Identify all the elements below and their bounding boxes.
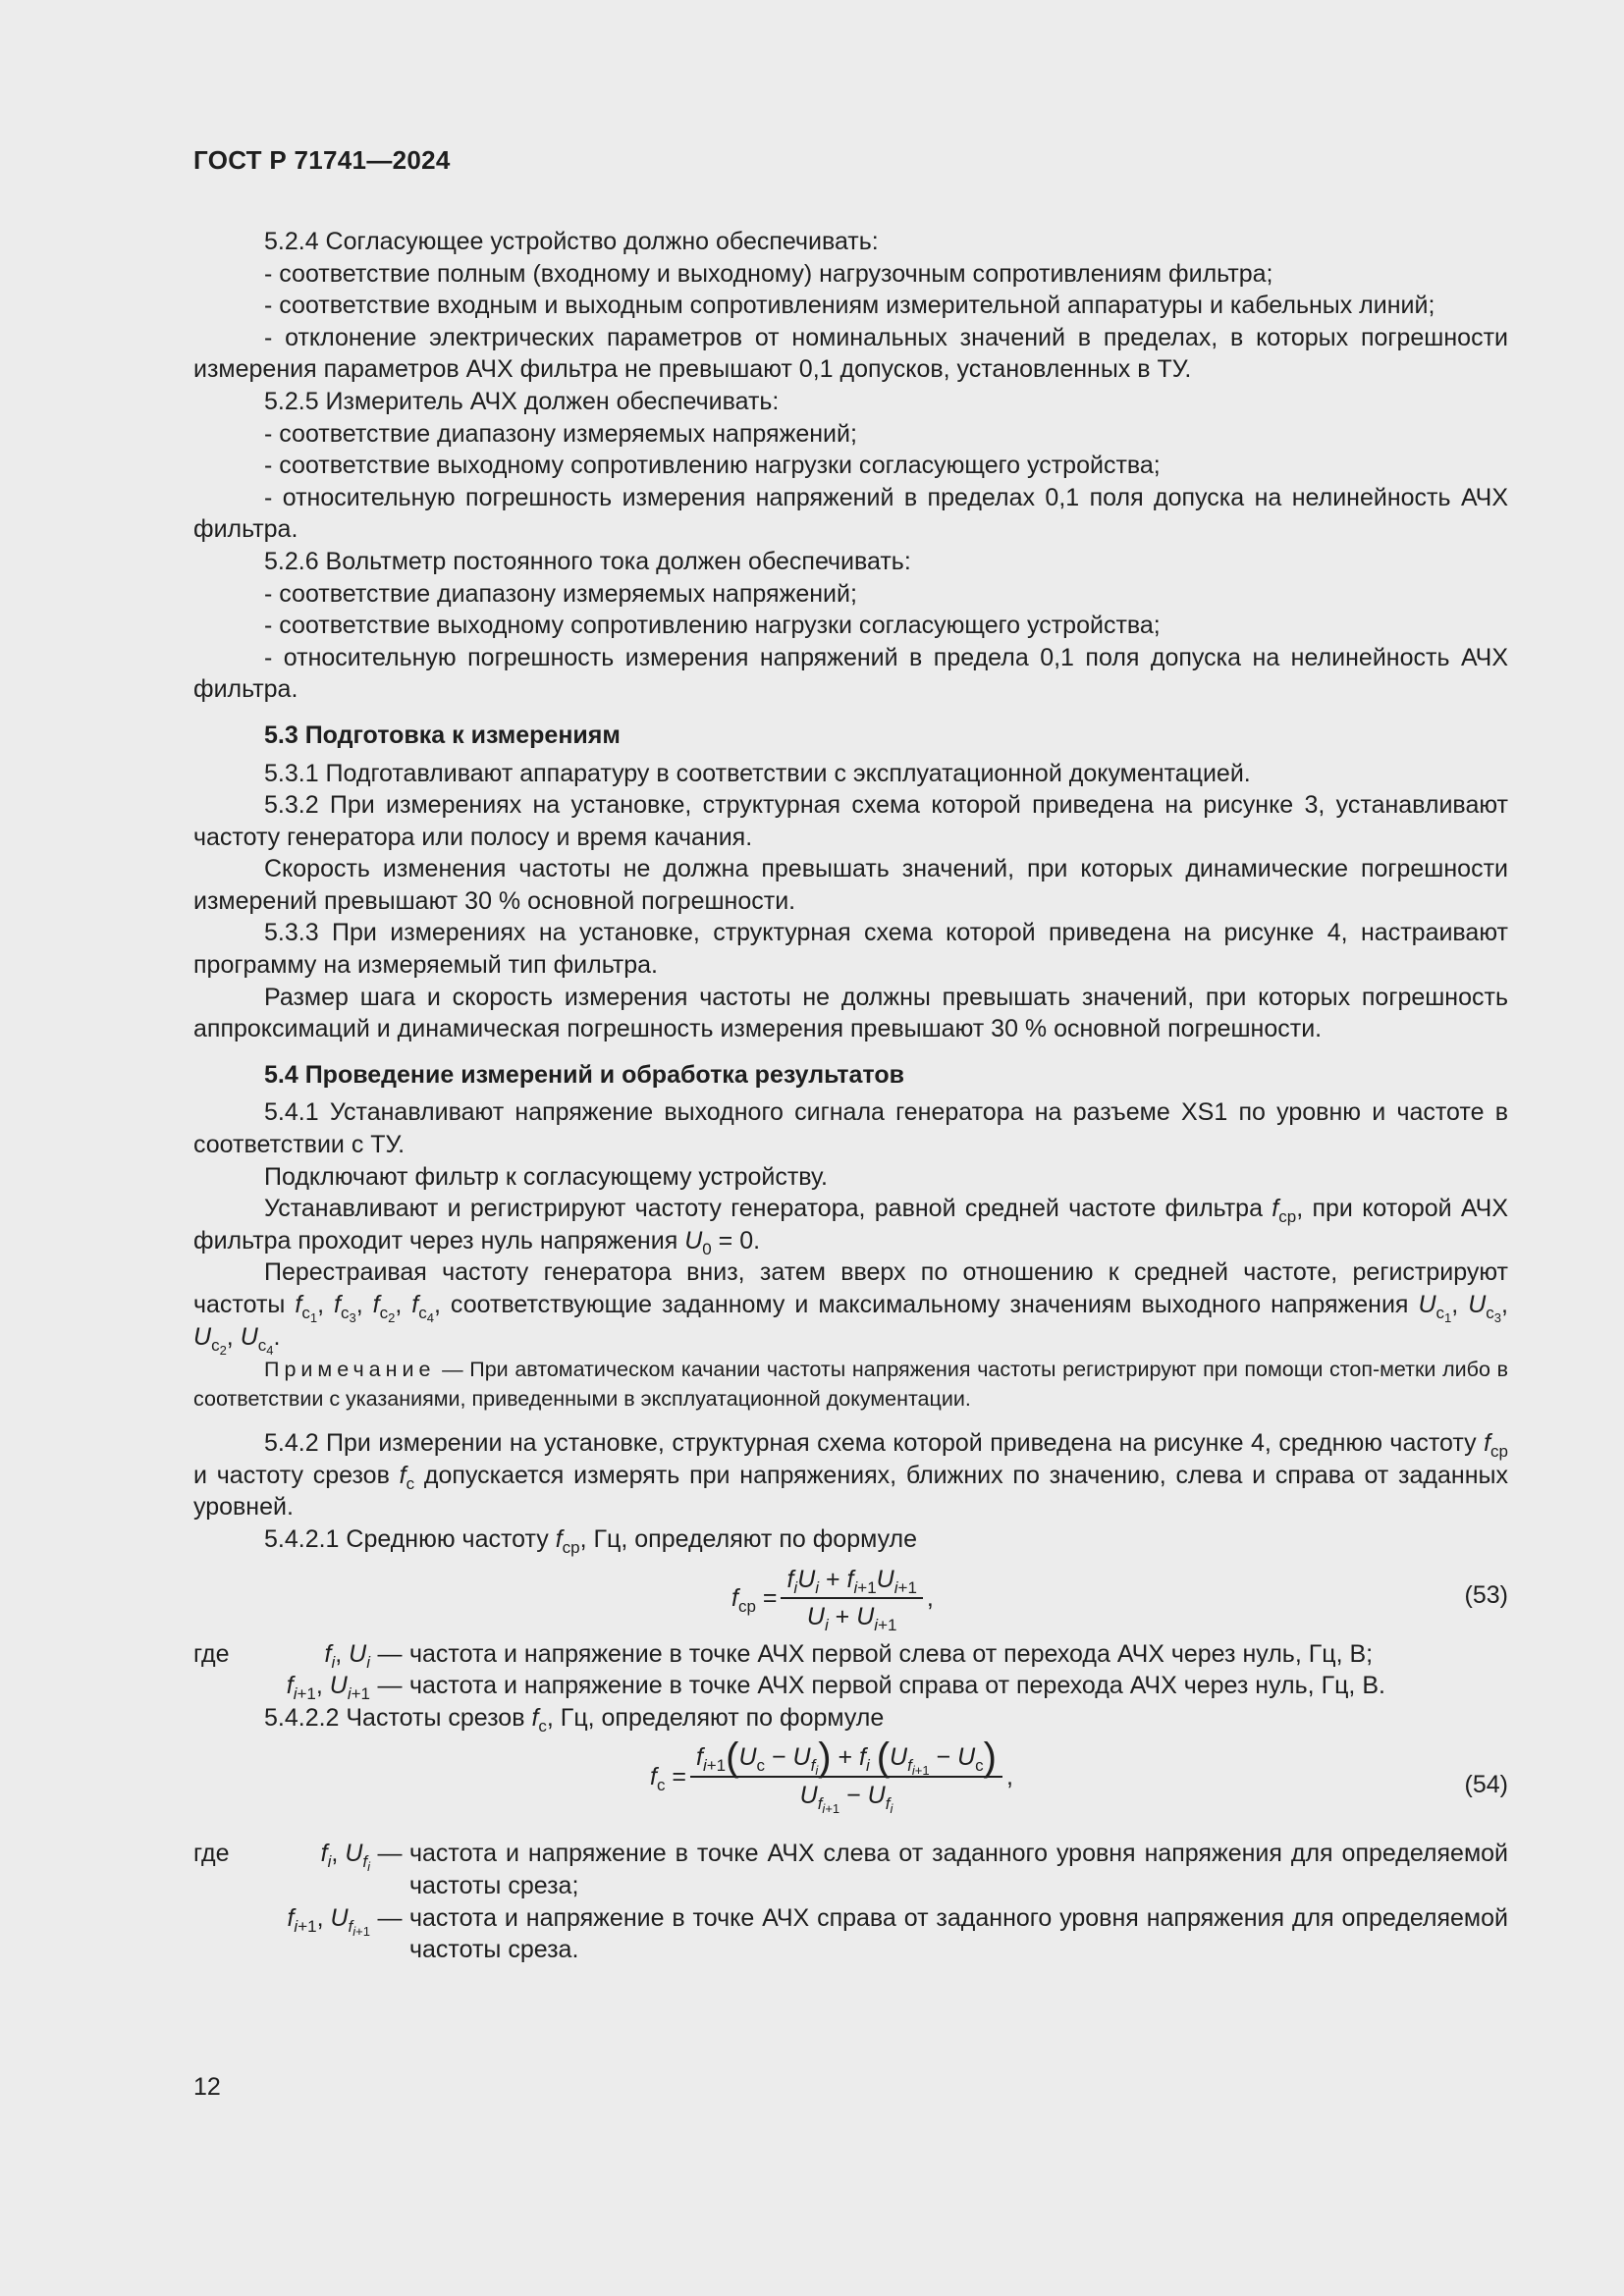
equation-number: (53) (1464, 1580, 1508, 1609)
paragraph: 5.3.2 При измерениях на установке, структурная схема которой приведена на рисунке 3, устанавливают частоту генератора или полосу и время качания. (193, 791, 1508, 851)
paragraph: 5.4.1 Устанавливают напряжение выходного сигнала генератора на разъеме XS1 по уровню и частоте в соответствии с ТУ. (193, 1098, 1508, 1159)
section-5-4-heading: 5.4 Проведение измерений и обработка результатов (264, 1060, 904, 1089)
paragraph: Скорость изменения частоты не должна превышать значений, при которых динамические погрешности измерений превышают 30 % основной погрешности. (193, 855, 1508, 915)
where-row: $f_{i+1}$, $U_{i+1}$ — частота и напряжение в точке АЧХ первой справа от перехода АЧХ через нуль, Гц, В. (286, 1672, 1385, 1704)
list-item: - соответствие диапазону измеряемых напряжений; (264, 419, 857, 448)
paragraph: 5.4.2.1 Среднюю частоту $f_{ср}$, Гц, определяют по формуле (264, 1524, 918, 1557)
list-item: - соответствие выходному сопротивлению нагрузки согласующего устройства; (264, 612, 1161, 640)
paragraph: Устанавливают и регистрируют частоту генератора, равной средней частоте фильтра $f_{ср}$, при которой АЧХ фильтра проходит через нуль напряжения $U_0 = 0$. (193, 1195, 1508, 1258)
document-body (193, 226, 1508, 1966)
paragraph: 5.4.2 При измерении на установке, структурная схема которой приведена на рисунке 4, среднюю частоту $f_{ср}$ и частоту срезов $f_с$ допускается измерять при напряжениях, ближних по значению, слева и справа от заданных уровней. (193, 1429, 1508, 1522)
paragraph: 5.4.2.2 Частоты срезов $f_с$, Гц, определяют по формуле (264, 1703, 885, 1735)
list-item: - отклонение электрических параметров от номинальных значений в пределах, в которых погрешности измерения параметров АЧХ фильтра не превышают 0,1 допусков, установленных в ТУ. (193, 323, 1508, 384)
page-number: 12 (193, 2073, 221, 2101)
paragraph: Перестраивая частоту генератора вниз, затем вверх по отношению к средней частоте, регистрируют частоты $f_{с_1}$, $f_{с_3}$, $f_{с_2}$, $f_{с_4}$, соответствующие заданному и максимальному значениям выходного напряжения $U_{с_1}$, $U_{с_3}$, $U_{с_2}$, $U_{с_4}$. (193, 1258, 1508, 1358)
where-row: $f_{i+1}$, $U_{f_{i+1}}$ — частота и напряжение в точке АЧХ справа от заданного уровня напряжения для определяемой частоты среза. (287, 1903, 1508, 1964)
section-5-2-5-title: 5.2.5 Измеритель АЧХ должен обеспечивать: (264, 387, 780, 415)
list-item: - соответствие входным и выходным сопротивлениям измерительной аппаратуры и кабельных линий; (264, 292, 1435, 320)
note: Примечание — При автоматическом качании частоты напряжения частоты регистрируют при помощи стоп-метки либо в соответствии с указаниями, приведенными в эксплуатационной документации. (193, 1358, 1508, 1412)
section-5-3-heading: 5.3 Подготовка к измерениям (264, 721, 621, 749)
paragraph: Размер шага и скорость измерения частоты не должны превышать значений, при которых погрешность аппроксимаций и динамическая погрешность измерения превышают 30 % основной погрешности. (193, 983, 1508, 1043)
formula-54: $f_с$ = $\frac{f_{i+1}(U_с - U_{f_i}) + f_i (U_{f_{i+1}} - U_с)}{U_{f_{i+1}} - U_{f_i}}$ , (54) (650, 1735, 1508, 1816)
paragraph: 5.3.3 При измерениях на установке, структурная схема которой приведена на рисунке 4, настраивают программу на измеряемый тип фильтра. (193, 919, 1508, 980)
where-row: где $f_i$, $U_{f_i}$ — частота и напряжение в точке АЧХ слева от заданного уровня напряжения для определяемой частоты среза; (193, 1840, 1508, 1899)
list-item: - соответствие диапазону измеряемых напряжений; (264, 579, 857, 608)
paragraph: 5.3.1 Подготавливают аппаратуру в соответствии с эксплуатационной документацией. (264, 759, 1251, 787)
list-item: - соответствие выходному сопротивлению нагрузки согласующего устройства; (264, 452, 1161, 480)
list-item: - относительную погрешность измерения напряжений в пределах 0,1 поля допуска на нелинейность АЧХ фильтра. (193, 483, 1508, 544)
list-item: - соответствие полным (входному и выходному) нагрузочным сопротивлениям фильтра; (264, 259, 1273, 288)
list-item: - относительную погрешность измерения напряжений в предела 0,1 поля допуска на нелинейность АЧХ фильтра. (193, 643, 1508, 704)
section-5-2-6-title: 5.2.6 Вольтметр постоянного тока должен обеспечивать: (264, 547, 911, 575)
formula-53: $f_{ср}$ = $\frac{f_iU_i + f_{i+1}U_{i+1}}{U_i + U_{i+1}}$ , (53) (731, 1565, 1508, 1635)
section-5-2-4-title: 5.2.4 Согласующее устройство должно обеспечивать: (264, 228, 879, 255)
document-header: ГОСТ Р 71741—2024 (193, 145, 451, 175)
where-row: где $f_i$, $U_i$ — частота и напряжение в точке АЧХ первой слева от перехода АЧХ через нуль, Гц, В; (193, 1639, 1374, 1672)
paragraph: Подключают фильтр к согласующему устройству. (264, 1162, 828, 1191)
equation-number: (54) (1464, 1771, 1508, 1799)
